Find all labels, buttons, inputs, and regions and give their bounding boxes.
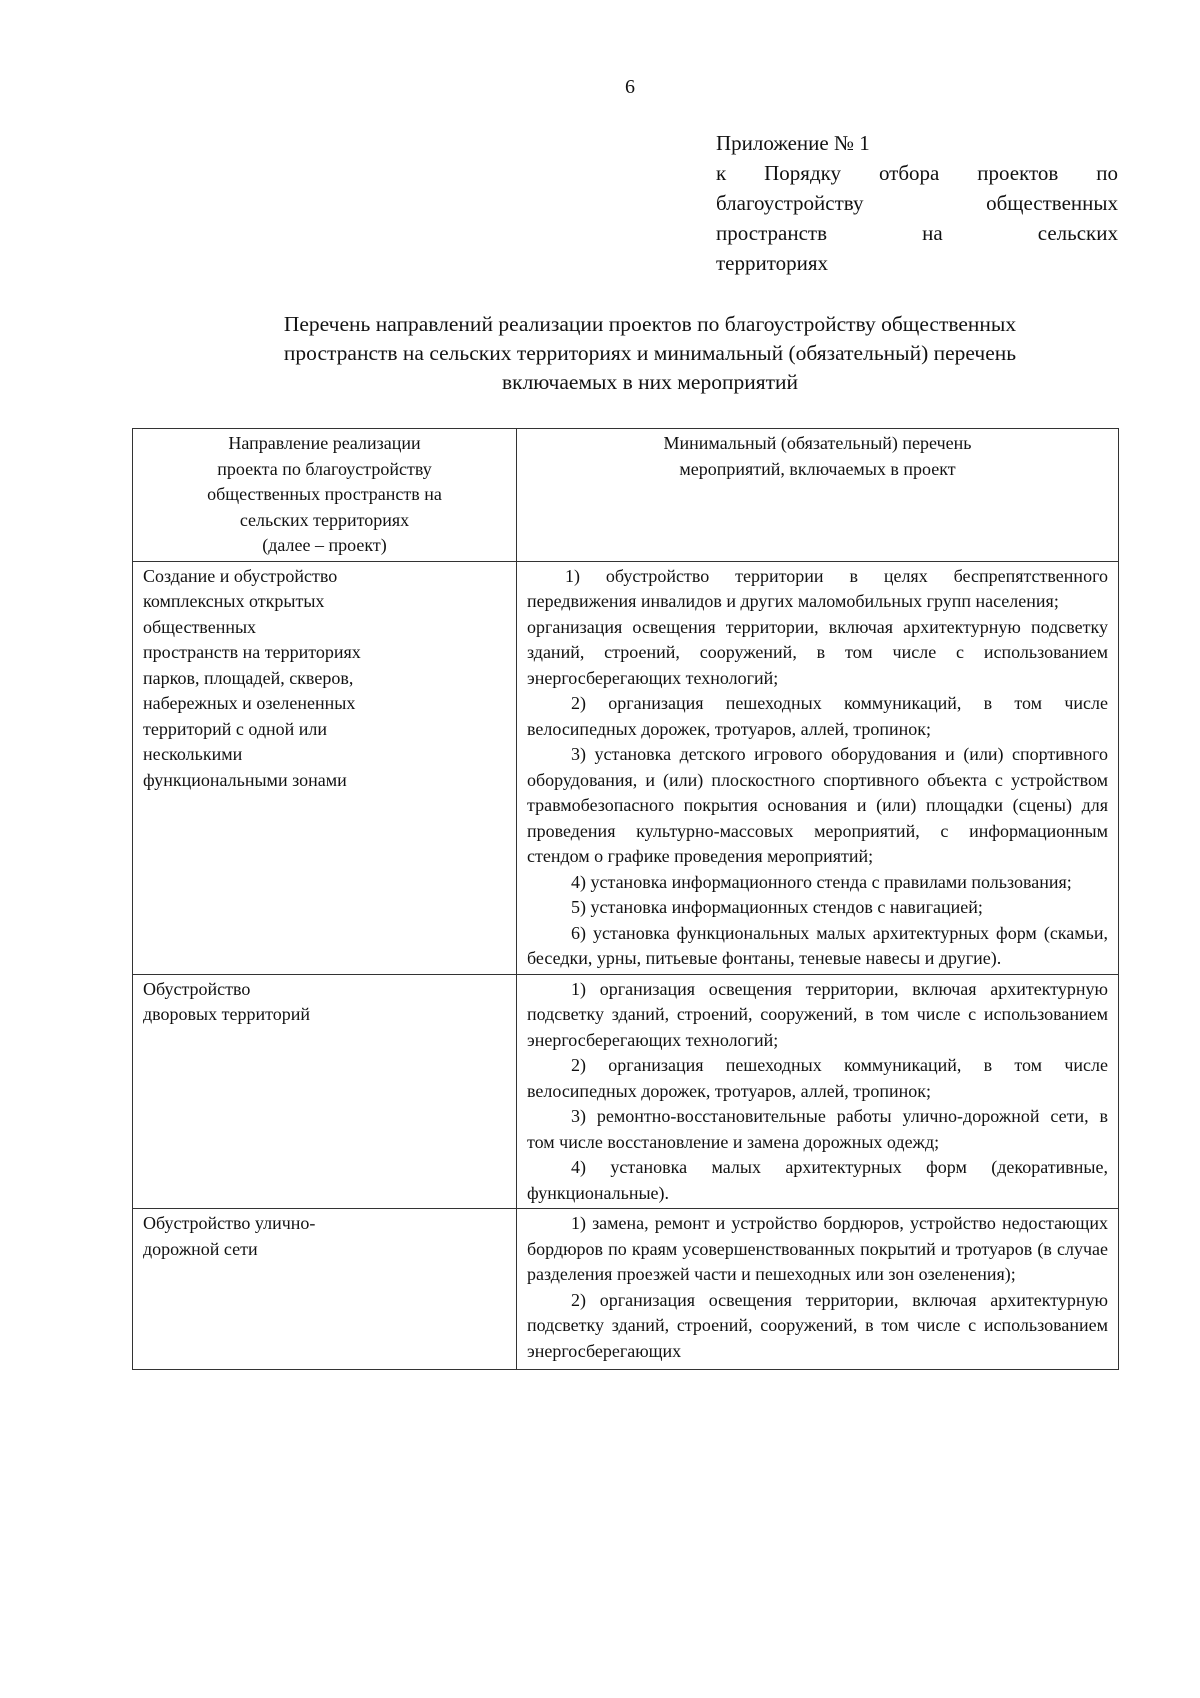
activity-item: 1) замена, ремонт и устройство бордюров, устройство недостающих бордюров по краям усовершенствованных покрытий и тротуаров (в случае разделения проезжей части и пешеходных или зон озеленения); xyxy=(527,1213,1108,1284)
activity-item: организация освещения территории, включая архитектурную подсветку зданий, строений, сооружений, в том числе с использованием энергосберегающих технологий; xyxy=(527,616,1108,688)
document-title xyxy=(180,310,1120,397)
table-row xyxy=(133,561,1119,974)
activity-item: 6) установка функциональных малых архитектурных форм (скамьи, беседки, урны, питьевые фонтаны, теневые навесы и другие). xyxy=(527,922,1108,968)
activity-item: 3) установка детского игрового оборудования и (или) спортивного оборудования, и (или) плоскостного спортивного объекта с устройством травмобезопасного покрытия основания и (или) площадки (сцены) для проведения культурно-массовых мероприятий, с информационным стендом о графике проведения мероприятий; xyxy=(527,744,1108,866)
direction-cell: Обустройство улично- дорожной сети xyxy=(133,1209,517,1370)
header-direction: Направление реализации проекта по благоустройству общественных пространств на сельских территориях (далее – проект) xyxy=(133,429,517,562)
appendix-line: территориях xyxy=(716,251,829,275)
activity-item: 1) обустройство территории в целях беспрепятственного передвижения инвалидов и других маломобильных групп населения; xyxy=(527,565,1108,611)
activity-item: 2) организация пешеходных коммуникаций, в том числе велосипедных дорожек, тротуаров, аллей, тропинок; xyxy=(527,1055,1108,1101)
activity-item: 2) организация освещения территории, включая архитектурную подсветку зданий, строений, сооружений, в том числе с использованием энергосберегающих xyxy=(527,1289,1108,1361)
header-activities: Минимальный (обязательный) перечень мероприятий, включаемых в проект xyxy=(517,429,1119,562)
activity-item: 1) организация освещения территории, включая архитектурную подсветку зданий, строений, сооружений, в том числе с использованием энергосберегающих технологий; xyxy=(527,978,1108,1050)
title-line: включаемых в них мероприятий xyxy=(501,370,798,394)
activity-item: 4) установка малых архитектурных форм (декоративные, функциональные). xyxy=(527,1157,1108,1203)
page-number: 6 xyxy=(625,76,635,98)
activity-item: 3) ремонтно-восстановительные работы улично-дорожной сети, в том числе восстановление и замена дорожных одежд; xyxy=(527,1106,1108,1152)
title-line: Перечень направлений реализации проектов по благоустройству общественных xyxy=(283,312,1017,336)
activity-item: 5) установка информационных стендов с навигацией; xyxy=(571,897,983,917)
direction-cell: Создание и обустройство комплексных открытых общественных пространств на территориях парков, площадей, скверов, набережных и озелененных территорий с одной или несколькими функциональными зонами xyxy=(133,561,517,974)
direction-cell: Обустройство дворовых территорий xyxy=(133,974,517,1209)
activities-cell xyxy=(517,974,1119,1209)
table-row xyxy=(133,974,1119,1209)
directions-table xyxy=(132,428,1119,1370)
activities-cell xyxy=(517,1209,1119,1370)
title-line: пространств на сельских территориях и минимальный (обязательный) перечень xyxy=(283,341,1017,365)
appendix-line: пространств на сельских xyxy=(716,221,1118,245)
appendix-line: к Порядку отбора проектов по xyxy=(716,161,1118,185)
activity-item: 2) организация пешеходных коммуникаций, в том числе велосипедных дорожек, тротуаров, аллей, тропинок; xyxy=(527,693,1108,739)
table-header-row xyxy=(133,429,1119,562)
appendix-reference xyxy=(716,128,1118,278)
table-row xyxy=(133,1209,1119,1370)
activity-item: 4) установка информационного стенда с правилами пользования; xyxy=(571,871,1072,892)
appendix-title: Приложение № 1 xyxy=(716,131,870,155)
appendix-line: благоустройству общественных xyxy=(716,191,1118,215)
activities-cell xyxy=(517,561,1119,974)
